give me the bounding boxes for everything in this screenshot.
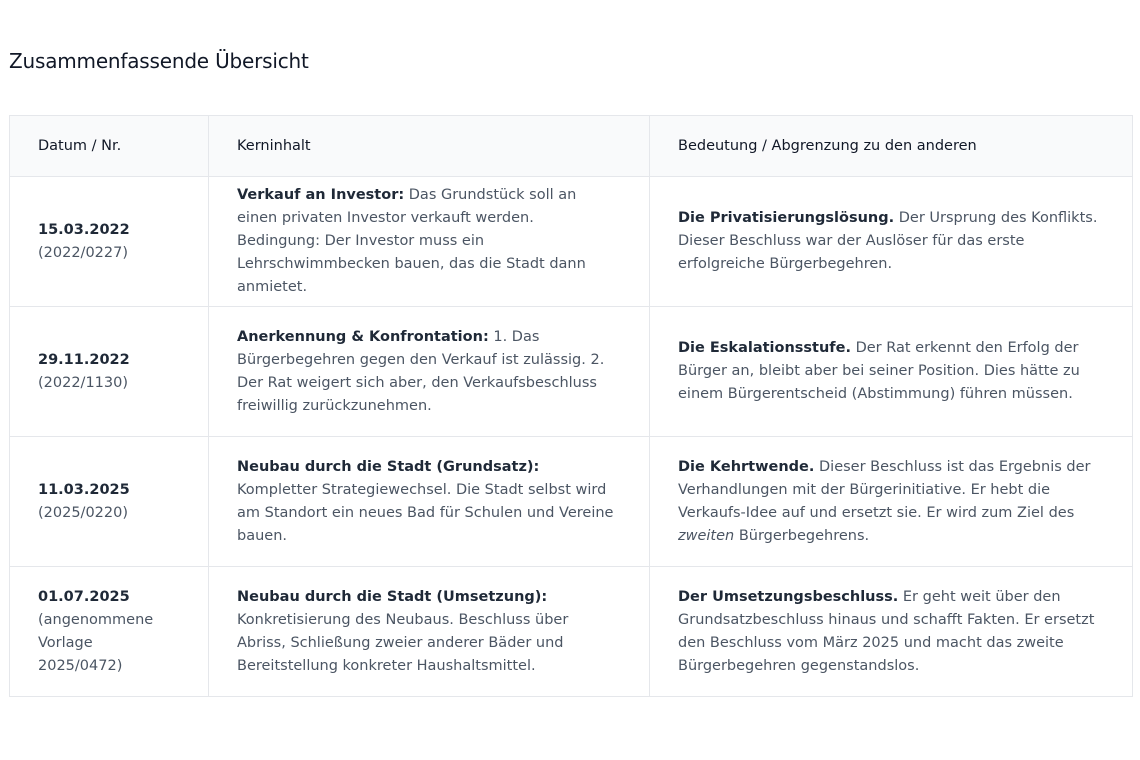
table-header-row [10,116,1133,177]
meaning-cell [650,437,1133,567]
meaning-text: Dieser Beschluss ist das Ergebnis der Verhandlungen mit der Bürgerinitiative. Er hebt die Verkaufs-Idee auf und ersetzt sie. Er wird zum Ziel des [678,458,1091,521]
date-cell [10,437,209,567]
resolution-number: (angenommene Vorlage 2025/0472) [38,611,154,674]
meaning-text: Der Ursprung des Konflikts. Dieser Beschluss war der Auslöser für das erste erfolgreiche Bürgerbegehren. [678,210,1098,272]
resolution-date: 29.11.2022 [38,351,130,368]
meaning-text: Er geht weit über den Grundsatzbeschluss hinaus und schafft Fakten. Er ersetzt den Beschluss vom März 2025 und macht das zweite Bürgerbegehren gegenstandslos. [678,588,1095,674]
meaning-lead: Der Umsetzungsbeschluss. [678,588,899,605]
date-cell [10,567,209,697]
table-row [10,437,1133,567]
content-lead: Verkauf an Investor: [237,187,405,203]
resolution-date: 11.03.2025 [38,481,130,498]
content-text: 1. Das Bürgerbegehren gegen den Verkauf ist zulässig. 2. Der Rat weigert sich aber, den Verkaufsbeschluss freiwillig zurückzunehmen. [237,328,605,414]
table-row [10,307,1133,437]
content-lead: Anerkennung & Konfrontation: [237,328,489,345]
column-header-content: Kerninhalt [209,116,650,177]
meaning-emphasis: zweiten [678,527,735,544]
meaning-lead: Die Privatisierungslösung. [678,210,895,226]
table-row [10,567,1133,697]
resolution-date: 01.07.2025 [38,588,130,605]
meaning-lead: Die Eskalationsstufe. [678,340,851,356]
meaning-tail: Bürgerbegehrens. [734,527,870,544]
table-row [10,177,1133,307]
content-text: Kompletter Strategiewechsel. Die Stadt selbst wird am Standort ein neues Bad für Schulen und Vereine bauen. [237,481,614,544]
resolution-number: (2022/1130) [38,374,129,391]
content-cell [209,307,650,437]
meaning-cell [650,567,1133,697]
content-text: Das Grundstück soll an einen privaten Investor verkauft werden. Bedingung: Der Investor muss ein Lehrschwimmbecken bauen, das die Stadt dann anmietet. [237,187,586,295]
content-lead: Neubau durch die Stadt (Umsetzung): [237,588,548,605]
content-cell [209,437,650,567]
column-header-date: Datum / Nr. [10,116,209,177]
page-title: Zusammenfassende Übersicht [9,49,309,73]
date-cell [10,307,209,437]
meaning-text: Der Rat erkennt den Erfolg der Bürger an, bleibt aber bei seiner Position. Dies hätte zu einem Bürgerentscheid (Abstimmung) führen müssen. [678,340,1080,402]
content-lead: Neubau durch die Stadt (Grundsatz): [237,458,540,475]
resolution-number: (2025/0220) [38,504,129,521]
meaning-cell [650,307,1133,437]
date-cell [10,177,209,307]
content-cell [209,567,650,697]
resolution-number: (2022/0227) [38,244,129,261]
content-text: Konkretisierung des Neubaus. Beschluss über Abriss, Schließung zweier anderer Bäder und Bereitstellung konkreter Haushaltsmittel. [237,611,569,674]
meaning-lead: Die Kehrtwende. [678,458,815,475]
column-header-meaning: Bedeutung / Abgrenzung zu den anderen [650,116,1133,177]
resolution-date: 15.03.2022 [38,221,130,238]
meaning-cell [650,177,1133,307]
summary-table [9,115,1133,697]
content-cell [209,177,650,307]
